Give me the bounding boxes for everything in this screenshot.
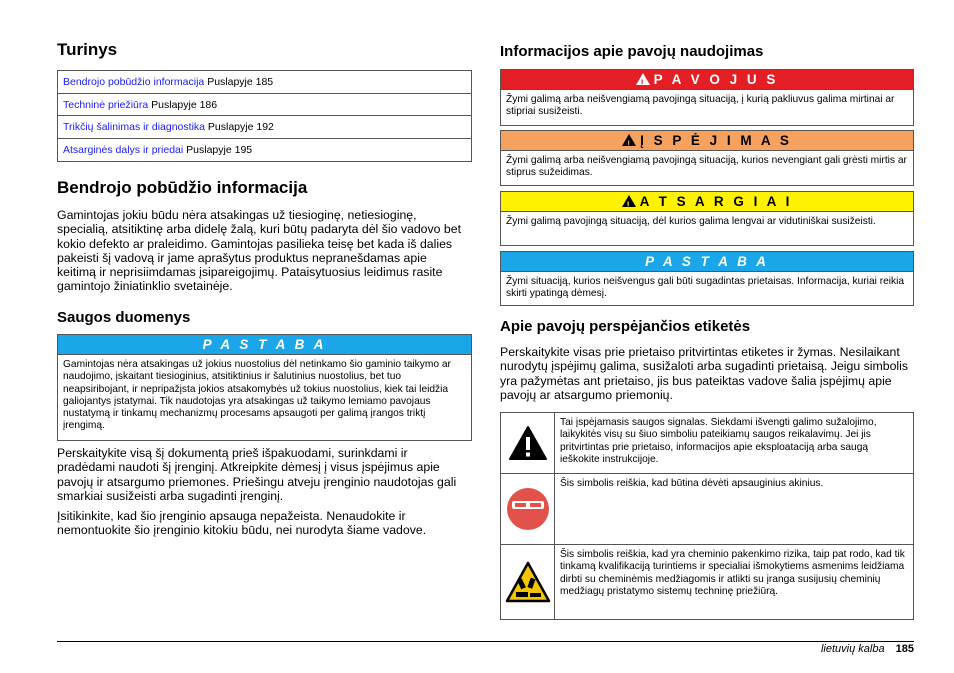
toc-page: Puslapyje 186 <box>151 98 218 111</box>
note-label: P A S T A B A <box>58 335 471 355</box>
table-row <box>501 545 913 619</box>
footer-divider <box>57 641 914 642</box>
toc-row <box>58 139 471 162</box>
general-info-heading: Bendrojo pobūdžio informacija <box>57 178 308 197</box>
symbols-table <box>500 412 914 620</box>
protection-text: Įsitikinkite, kad šio įrenginio apsauga nepažeista. Nenaudokite ir nemontuokite šio įrenginio kitokiu būdu, nei nurodyta šiame vadove. <box>57 509 427 538</box>
chemical-hazard-icon <box>505 561 551 603</box>
labels-heading: Apie pavojų perspėjančios etiketės <box>500 318 751 335</box>
danger-label <box>501 70 913 90</box>
caution-label-text: A T S A R G I A I <box>639 194 793 209</box>
read-manual-text: Perskaitykite visą šį dokumentą prieš išpakuodami, surinkdami ir pradėdami naudoti šį įrenginį. Atkreipkite dėmesį į visus įspėjimus apie pavojų ir atsargumo priemones. Priešingu atveju įrenginio naudotojas gali smarkiai susižeisti arba sugadinti įrenginį. <box>57 446 457 503</box>
toc-page: Puslapyje 192 <box>207 121 274 133</box>
footer-language: lietuvių kalba <box>820 643 885 655</box>
footer <box>821 643 914 655</box>
warning-label-text: Į S P Ė J I M A S <box>640 133 792 148</box>
symbol-description: Šis simbolis reiškia, kad yra cheminio pakenkimo rizika, taip pat rodo, kad tik tinkamą kvalifikaciją turintiems ir specialiai išmokytiems asmenims leidžiama dirbti su cheminėmis medžiagomis ir atlikti su įranga susijusių cheminių medžiagų pristatymo sistemų techninę priežiūrą. <box>560 549 905 597</box>
note-label: P A S T A B A <box>501 252 913 272</box>
note-text: Žymi situaciją, kurios neišvengus gali būti sugadintas prietaisas. Informacija, kuriai reikia skirti ypatingą dėmesį. <box>506 276 905 300</box>
caution-label <box>501 192 913 212</box>
warning-triangle-icon <box>622 195 636 207</box>
general-info-text: Gamintojas jokiu būdu nėra atsakingas už tiesioginę, netiesioginę, specialią, atsitiktinę arba didelę žalą, kuri būtų padaryta dėl šio vadovo bet kokio defekto ar praleidimo. Gamintojas pasilieka teisę bet kada iš dalies pakeisti šį vadovą ir jame aprašytus produktus nepranešdamas apie keitimą ir neprisiimdamas įsipareigojimų. Pataisytuosius leidimus rasite gamintojo žiniatinklio svetainėje. <box>57 208 461 294</box>
warning-triangle-icon <box>622 134 636 146</box>
warning-triangle-icon <box>508 425 548 461</box>
symbol-description: Šis simbolis reiškia, kad būtina dėvėti apsauginius akinius. <box>560 478 824 489</box>
safety-glasses-icon <box>506 486 550 532</box>
toc-link[interactable]: Bendrojo pobūdžio informacija <box>63 76 205 88</box>
toc-link[interactable]: Trikčių šalinimas ir diagnostika <box>63 121 205 133</box>
warning-box <box>500 130 914 186</box>
table-row <box>501 413 913 474</box>
table-row <box>501 474 913 545</box>
safety-heading: Saugos duomenys <box>57 309 191 326</box>
toc-link[interactable]: Atsarginės dalys ir priedai <box>63 143 184 156</box>
hazard-info-heading: Informacijos apie pavojų naudojimas <box>500 43 764 60</box>
warning-triangle-icon <box>636 73 650 85</box>
footer-page-number: 185 <box>895 643 914 655</box>
caution-box <box>500 191 914 246</box>
danger-box <box>500 69 914 126</box>
toc-page: Puslapyje 185 <box>207 76 274 88</box>
caution-text: Žymi galimą pavojingą situaciją, dėl kurios galima lengvai ar vidutiniškai susižeisti. <box>506 216 876 227</box>
symbol-cell <box>501 545 555 619</box>
toc-link[interactable]: Techninė priežiūra <box>63 98 149 111</box>
toc-row <box>58 94 471 117</box>
symbol-cell <box>501 474 555 544</box>
toc-row <box>58 116 471 139</box>
toc-title: Turinys <box>57 40 118 59</box>
note-text: Gamintojas nėra atsakingas už jokius nuostolius dėl netinkamo šio gaminio taikymo ar naudojimo, įskaitant tiesioginius, atsitiktinius ir šalutinius nuostolius, bet tuo neapsiribojant, ir nepripažįsta jokios atsakomybės už tokius nuostolius, kiek tai leidžia galiojantys įstatymai. Tik naudotojas yra atsakingas už taikymo lemiamo pavojaus nustatymą ir tinkamų mechanizmų procesams apsaugoti per galimą įrangos triktį įrengimą. <box>63 359 451 432</box>
symbol-cell <box>501 413 555 473</box>
warning-text: Žymi galimą arba neišvengiamą pavojingą situaciją, kurios nevengiant gali grėsti mirtis ar stiprus sužeidimas. <box>506 155 907 179</box>
danger-label-text: P A V O J U S <box>653 72 779 87</box>
toc-row <box>58 71 471 94</box>
labels-text: Perskaitykite visas prie prietaiso pritvirtintas etiketes ir žymas. Nesilaikant nurodytų įspėjimų galima, susižaloti arba sugadinti prietaisą. Jeigu simbolis yra pažymėtas ant prietaiso, jis bus pateiktas vadove šalia įspėjimų apie pavojų ar atsargumo priemonių. <box>500 345 909 402</box>
table-of-contents <box>57 70 472 162</box>
toc-page: Puslapyje 195 <box>186 143 253 156</box>
note-box <box>500 251 914 306</box>
symbol-description: Tai įspėjamasis saugos signalas. Siekdami išvengti galimo sužalojimo, laikykitės visų su šiuo simboliu pateikiamų saugos reikalavimų. Jei jis pritvirtintas prie prietaiso, informacijos apie eksploataciją arba saugą ieškokite instrukcijoje. <box>560 417 877 465</box>
danger-text: Žymi galimą arba neišvengiamą pavojingą situaciją, į kurią pakliuvus galima mirtinai ar stipriai susižeisti. <box>506 94 895 118</box>
note-box <box>57 334 472 441</box>
warning-label <box>501 131 913 151</box>
